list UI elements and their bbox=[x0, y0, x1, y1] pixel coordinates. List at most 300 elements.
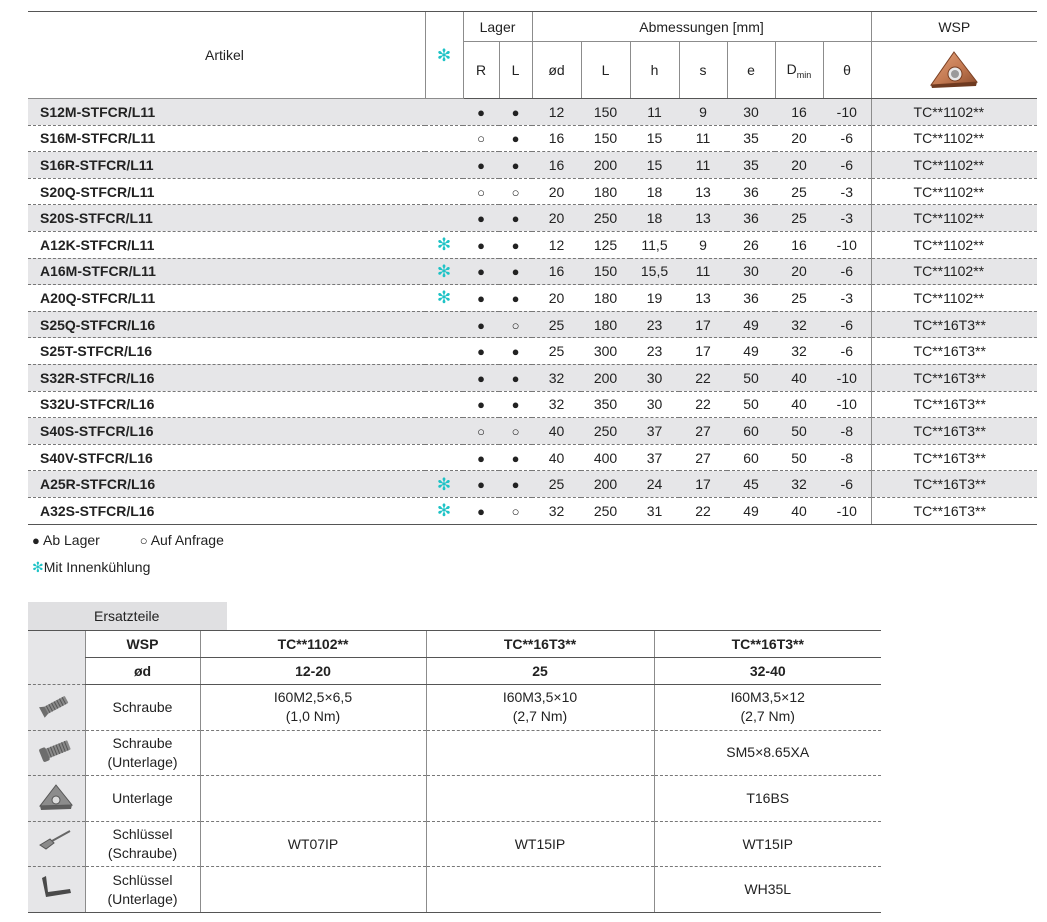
availability-r-cell: ○ bbox=[477, 184, 485, 200]
wsp-cell: TC**16T3** bbox=[871, 311, 1037, 338]
s-col bbox=[679, 125, 727, 152]
od-col bbox=[532, 125, 581, 152]
spare-c2-cell bbox=[426, 730, 654, 776]
wsp-cell: TC**16T3** bbox=[871, 391, 1037, 418]
od-cell: 16 bbox=[548, 263, 565, 280]
h-col bbox=[630, 258, 679, 285]
availability-l-cell: ● bbox=[511, 157, 520, 173]
theta-col bbox=[823, 338, 871, 365]
spare-icon-cell bbox=[28, 685, 85, 731]
L-cell: 200 bbox=[593, 476, 618, 493]
L-col bbox=[581, 391, 630, 418]
od-cell: 32 bbox=[548, 369, 565, 386]
cool-col bbox=[425, 258, 463, 285]
wsp-cell: TC**1102** bbox=[871, 125, 1037, 152]
spare-c3-cell bbox=[654, 730, 881, 776]
od-col bbox=[532, 258, 581, 285]
coolant-icon: ✻ bbox=[436, 288, 452, 308]
s-col bbox=[679, 338, 727, 365]
l-col bbox=[499, 444, 532, 471]
dmin-cell: 20 bbox=[791, 130, 807, 147]
availability-r-cell: ● bbox=[477, 317, 485, 333]
spare-value-line2: (2,7 Nm) bbox=[740, 708, 795, 725]
availability-l-cell: ○ bbox=[511, 423, 520, 439]
od-col bbox=[532, 338, 581, 365]
spare-icon-cell bbox=[28, 821, 85, 867]
r-col bbox=[463, 178, 499, 205]
h-col bbox=[630, 444, 679, 471]
header-coolant bbox=[425, 12, 463, 99]
theta-cell: -6 bbox=[840, 476, 853, 493]
legend bbox=[32, 527, 224, 580]
spare-value-line1: T16BS bbox=[746, 789, 790, 806]
spare-c3-cell bbox=[654, 685, 881, 731]
table-row bbox=[28, 391, 1037, 418]
spare-label-cell bbox=[85, 867, 200, 913]
e-cell: 35 bbox=[743, 130, 759, 147]
insert-icon bbox=[928, 49, 980, 89]
h-col bbox=[630, 231, 679, 258]
s-cell: 17 bbox=[695, 316, 711, 333]
spare-icon-header bbox=[28, 658, 85, 685]
dmin-col bbox=[775, 178, 823, 205]
spare-label-cell bbox=[85, 821, 200, 867]
cool-col bbox=[425, 497, 463, 524]
L-col bbox=[581, 152, 630, 179]
table-row bbox=[28, 364, 1037, 391]
spare-c1-cell bbox=[200, 776, 426, 822]
L-col bbox=[581, 99, 630, 126]
L-cell: 350 bbox=[593, 396, 618, 413]
e-col bbox=[727, 338, 775, 365]
wsp-cell: TC**1102** bbox=[871, 231, 1037, 258]
dmin-col bbox=[775, 125, 823, 152]
spare-icon-cell bbox=[28, 867, 85, 913]
table-row bbox=[28, 311, 1037, 338]
e-col bbox=[727, 471, 775, 498]
s-col bbox=[679, 311, 727, 338]
L-cell: 200 bbox=[593, 369, 618, 386]
availability-r-cell: ● bbox=[477, 237, 485, 253]
h-col bbox=[630, 471, 679, 498]
L-col bbox=[581, 497, 630, 524]
l-col bbox=[499, 178, 532, 205]
od-cell: 32 bbox=[548, 396, 565, 413]
e-cell: 45 bbox=[743, 476, 759, 493]
table-row bbox=[28, 99, 1037, 126]
header-length: L bbox=[581, 42, 630, 99]
artikel-cell: A32S-STFCR/L16 bbox=[28, 497, 425, 524]
e-cell: 36 bbox=[743, 289, 759, 306]
L-cell: 250 bbox=[593, 210, 618, 227]
h-col bbox=[630, 338, 679, 365]
s-col bbox=[679, 205, 727, 232]
L-cell: 300 bbox=[593, 343, 618, 360]
cool-col bbox=[425, 471, 463, 498]
e-cell: 36 bbox=[743, 210, 759, 227]
theta-col bbox=[823, 99, 871, 126]
L-col bbox=[581, 444, 630, 471]
wsp-cell: TC**16T3** bbox=[871, 418, 1037, 445]
spare-c1-cell bbox=[200, 730, 426, 776]
artikel-cell: S20Q-STFCR/L11 bbox=[28, 178, 425, 205]
spare-value-line2: (2,7 Nm) bbox=[512, 708, 568, 725]
h-cell: 30 bbox=[646, 396, 663, 413]
spare-label-line1: Unterlage bbox=[112, 789, 173, 806]
e-col bbox=[727, 444, 775, 471]
L-col bbox=[581, 178, 630, 205]
L-cell: 200 bbox=[593, 156, 618, 173]
r-col bbox=[463, 364, 499, 391]
availability-l-cell: ● bbox=[511, 264, 520, 280]
header-theta: θ bbox=[823, 42, 871, 99]
artikel-cell: S12M-STFCR/L11 bbox=[28, 99, 425, 126]
spare-value-line1: SM5×8.65XA bbox=[726, 744, 810, 761]
dmin-col bbox=[775, 338, 823, 365]
dmin-col bbox=[775, 497, 823, 524]
l-col bbox=[499, 258, 532, 285]
spare-col2-od: 25 bbox=[426, 658, 654, 685]
availability-l-cell: ○ bbox=[511, 317, 520, 333]
L-cell: 125 bbox=[593, 236, 618, 253]
od-cell: 40 bbox=[548, 422, 565, 439]
s-col bbox=[679, 99, 727, 126]
theta-col bbox=[823, 125, 871, 152]
availability-l-cell: ● bbox=[511, 131, 520, 147]
spare-c3-cell bbox=[654, 776, 881, 822]
r-col bbox=[463, 444, 499, 471]
dmin-col bbox=[775, 205, 823, 232]
dmin-col bbox=[775, 418, 823, 445]
spare-row bbox=[28, 730, 881, 776]
spare-od-label: ød bbox=[85, 658, 200, 685]
L-col bbox=[581, 125, 630, 152]
dmin-col bbox=[775, 364, 823, 391]
s-col bbox=[679, 258, 727, 285]
spare-value-line1: I60M2,5×6,5 bbox=[273, 689, 353, 706]
availability-r-cell: ● bbox=[477, 344, 485, 360]
e-cell: 26 bbox=[743, 236, 759, 253]
od-col bbox=[532, 285, 581, 312]
header-abmessungen: Abmessungen [mm] bbox=[532, 12, 871, 42]
L-col bbox=[581, 285, 630, 312]
s-col bbox=[679, 152, 727, 179]
cool-col bbox=[425, 152, 463, 179]
spare-label-line1: Schlüssel bbox=[112, 826, 173, 843]
dmin-col bbox=[775, 285, 823, 312]
dmin-cell: 25 bbox=[791, 210, 807, 227]
h-col bbox=[630, 125, 679, 152]
L-cell: 250 bbox=[593, 422, 618, 439]
h-cell: 23 bbox=[646, 316, 663, 333]
shim-screw-icon bbox=[36, 752, 76, 768]
dmin-cell: 32 bbox=[791, 316, 807, 333]
od-cell: 25 bbox=[548, 343, 565, 360]
od-col bbox=[532, 444, 581, 471]
h-cell: 11 bbox=[647, 103, 662, 120]
availability-r-cell: ● bbox=[477, 157, 485, 173]
availability-r-cell: ● bbox=[477, 290, 485, 306]
h-col bbox=[630, 364, 679, 391]
spare-col3-wsp: TC**16T3** bbox=[654, 631, 881, 658]
header-r: R bbox=[463, 42, 499, 99]
cool-col bbox=[425, 205, 463, 232]
spare-c2-cell bbox=[426, 776, 654, 822]
r-col bbox=[463, 205, 499, 232]
od-cell: 32 bbox=[548, 502, 565, 519]
spare-icon-cell bbox=[28, 730, 85, 776]
wsp-cell: TC**1102** bbox=[871, 205, 1037, 232]
shim-icon bbox=[36, 798, 76, 814]
dmin-sub: min bbox=[796, 69, 812, 80]
theta-cell: -10 bbox=[836, 502, 857, 519]
theta-cell: -10 bbox=[836, 396, 857, 413]
spare-value-line1: WT15IP bbox=[514, 835, 566, 852]
coolant-icon: ✻ bbox=[436, 45, 452, 65]
s-col bbox=[679, 444, 727, 471]
availability-r-cell: ● bbox=[477, 370, 485, 386]
cool-col bbox=[425, 178, 463, 205]
dmin-cell: 32 bbox=[791, 476, 807, 493]
spare-col1-od: 12-20 bbox=[200, 658, 426, 685]
dmin-cell: 20 bbox=[791, 156, 807, 173]
e-col bbox=[727, 205, 775, 232]
od-col bbox=[532, 364, 581, 391]
table-row bbox=[28, 125, 1037, 152]
r-col bbox=[463, 285, 499, 312]
e-cell: 30 bbox=[743, 263, 759, 280]
s-cell: 22 bbox=[695, 396, 711, 413]
availability-l-cell: ● bbox=[511, 290, 520, 306]
s-col bbox=[679, 497, 727, 524]
ersatzteile-tab bbox=[28, 602, 227, 630]
e-col bbox=[727, 391, 775, 418]
e-col bbox=[727, 285, 775, 312]
header-wsp: WSP bbox=[871, 12, 1037, 42]
e-col bbox=[727, 418, 775, 445]
availability-r-cell: ● bbox=[477, 264, 485, 280]
s-col bbox=[679, 285, 727, 312]
od-col bbox=[532, 391, 581, 418]
L-cell: 150 bbox=[593, 130, 618, 147]
wsp-cell: TC**16T3** bbox=[871, 338, 1037, 365]
dmin-cell: 50 bbox=[791, 449, 807, 466]
s-cell: 17 bbox=[695, 343, 711, 360]
h-col bbox=[630, 178, 679, 205]
spare-row bbox=[28, 685, 881, 731]
L-col bbox=[581, 418, 630, 445]
dmin-cell: 25 bbox=[791, 183, 807, 200]
artikel-cell: A16M-STFCR/L11 bbox=[28, 258, 425, 285]
dmin-cell: 16 bbox=[791, 236, 807, 253]
header-od: ød bbox=[532, 42, 581, 99]
table-row bbox=[28, 444, 1037, 471]
table-row bbox=[28, 338, 1037, 365]
availability-l-cell: ● bbox=[511, 237, 520, 253]
l-col bbox=[499, 285, 532, 312]
dmin-cell: 50 bbox=[791, 422, 807, 439]
wsp-cell: TC**16T3** bbox=[871, 471, 1037, 498]
e-cell: 35 bbox=[743, 156, 759, 173]
legend-stock-label: Ab Lager bbox=[42, 532, 100, 548]
wsp-cell: TC**16T3** bbox=[871, 497, 1037, 524]
availability-l-cell: ● bbox=[511, 211, 520, 227]
artikel-cell: S40V-STFCR/L16 bbox=[28, 444, 425, 471]
od-col bbox=[532, 471, 581, 498]
e-col bbox=[727, 178, 775, 205]
theta-col bbox=[823, 205, 871, 232]
s-cell: 22 bbox=[695, 502, 711, 519]
header-h: h bbox=[630, 42, 679, 99]
availability-l-cell: ○ bbox=[511, 184, 520, 200]
availability-l-cell: ● bbox=[511, 450, 520, 466]
artikel-cell: S32R-STFCR/L16 bbox=[28, 364, 425, 391]
h-col bbox=[630, 311, 679, 338]
table-row bbox=[28, 152, 1037, 179]
spare-c3-cell bbox=[654, 821, 881, 867]
e-col bbox=[727, 497, 775, 524]
dmin-col bbox=[775, 391, 823, 418]
spare-row bbox=[28, 776, 881, 822]
cool-col bbox=[425, 311, 463, 338]
wsp-cell: TC**1102** bbox=[871, 152, 1037, 179]
L-cell: 180 bbox=[593, 183, 618, 200]
l-col bbox=[499, 311, 532, 338]
dmin-cell: 40 bbox=[791, 369, 807, 386]
cool-col bbox=[425, 338, 463, 365]
wsp-cell: TC**1102** bbox=[871, 178, 1037, 205]
availability-r-cell: ● bbox=[477, 211, 485, 227]
screw-icon bbox=[36, 707, 76, 723]
availability-r-cell: ○ bbox=[477, 131, 485, 147]
table-row bbox=[28, 205, 1037, 232]
header-dmin bbox=[775, 42, 823, 99]
spare-label-cell bbox=[85, 730, 200, 776]
theta-cell: -6 bbox=[840, 156, 853, 173]
availability-r-cell: ● bbox=[477, 104, 485, 120]
spare-value-line1: I60M3,5×12 bbox=[730, 689, 805, 706]
e-cell: 36 bbox=[743, 183, 759, 200]
l-col bbox=[499, 418, 532, 445]
theta-col bbox=[823, 311, 871, 338]
h-cell: 15 bbox=[646, 156, 663, 173]
L-col bbox=[581, 311, 630, 338]
theta-cell: -6 bbox=[840, 343, 853, 360]
artikel-cell: A20Q-STFCR/L11 bbox=[28, 285, 425, 312]
od-cell: 20 bbox=[548, 289, 565, 306]
h-cell: 24 bbox=[646, 476, 663, 493]
coolant-icon: ✻ bbox=[436, 261, 452, 281]
r-col bbox=[463, 99, 499, 126]
spare-value-line2: (1,0 Nm) bbox=[285, 708, 341, 725]
dmin-cell: 40 bbox=[791, 502, 807, 519]
h-cell: 15,5 bbox=[640, 263, 669, 280]
theta-col bbox=[823, 231, 871, 258]
table-row bbox=[28, 285, 1037, 312]
spare-label-line2: (Unterlage) bbox=[107, 753, 178, 770]
hex-key-icon bbox=[36, 889, 76, 905]
availability-l-cell: ○ bbox=[511, 503, 520, 519]
wsp-cell: TC**1102** bbox=[871, 285, 1037, 312]
header-lager: Lager bbox=[463, 12, 532, 42]
cool-col bbox=[425, 364, 463, 391]
l-col bbox=[499, 497, 532, 524]
artikel-cell: A12K-STFCR/L11 bbox=[28, 231, 425, 258]
s-col bbox=[679, 231, 727, 258]
theta-cell: -8 bbox=[840, 422, 853, 439]
e-col bbox=[727, 258, 775, 285]
od-cell: 40 bbox=[548, 449, 565, 466]
s-cell: 13 bbox=[695, 289, 711, 306]
cool-col bbox=[425, 444, 463, 471]
spare-col3-od: 32-40 bbox=[654, 658, 881, 685]
coolant-icon: ✻ bbox=[436, 235, 452, 255]
spare-label-line2: (Unterlage) bbox=[107, 890, 178, 907]
table-row bbox=[28, 497, 1037, 524]
h-cell: 11,5 bbox=[641, 236, 668, 253]
dmin-cell: 25 bbox=[791, 289, 807, 306]
h-col bbox=[630, 391, 679, 418]
h-col bbox=[630, 497, 679, 524]
L-col bbox=[581, 258, 630, 285]
r-col bbox=[463, 152, 499, 179]
L-col bbox=[581, 364, 630, 391]
header-artikel: Artikel bbox=[28, 12, 425, 99]
spare-c1-cell bbox=[200, 685, 426, 731]
spare-c1-cell bbox=[200, 867, 426, 913]
request-circle-icon: ○ bbox=[139, 533, 148, 548]
theta-cell: -10 bbox=[836, 369, 857, 386]
h-cell: 18 bbox=[646, 183, 663, 200]
dmin-cell: 16 bbox=[791, 103, 807, 120]
cool-col bbox=[425, 391, 463, 418]
od-cell: 20 bbox=[548, 210, 565, 227]
r-col bbox=[463, 258, 499, 285]
l-col bbox=[499, 391, 532, 418]
e-col bbox=[727, 152, 775, 179]
od-col bbox=[532, 205, 581, 232]
theta-col bbox=[823, 444, 871, 471]
h-cell: 23 bbox=[646, 343, 663, 360]
e-cell: 30 bbox=[743, 103, 759, 120]
e-col bbox=[727, 125, 775, 152]
s-cell: 9 bbox=[699, 103, 707, 120]
spare-label-line1: Schlüssel bbox=[112, 871, 173, 888]
e-cell: 49 bbox=[743, 343, 759, 360]
dmin-col bbox=[775, 311, 823, 338]
s-col bbox=[679, 391, 727, 418]
l-col bbox=[499, 152, 532, 179]
cool-col bbox=[425, 99, 463, 126]
dmin-cell: 20 bbox=[791, 263, 807, 280]
l-col bbox=[499, 205, 532, 232]
spare-value-line1: WT07IP bbox=[287, 835, 339, 852]
s-cell: 13 bbox=[695, 210, 711, 227]
r-col bbox=[463, 497, 499, 524]
coolant-icon: ✻ bbox=[436, 474, 452, 494]
r-col bbox=[463, 418, 499, 445]
wsp-cell: TC**16T3** bbox=[871, 444, 1037, 471]
cool-col bbox=[425, 125, 463, 152]
e-cell: 50 bbox=[743, 369, 759, 386]
theta-cell: -3 bbox=[840, 210, 853, 227]
od-col bbox=[532, 178, 581, 205]
table-row bbox=[28, 471, 1037, 498]
od-col bbox=[532, 311, 581, 338]
h-col bbox=[630, 418, 679, 445]
spare-row bbox=[28, 867, 881, 913]
spare-c3-cell bbox=[654, 867, 881, 913]
